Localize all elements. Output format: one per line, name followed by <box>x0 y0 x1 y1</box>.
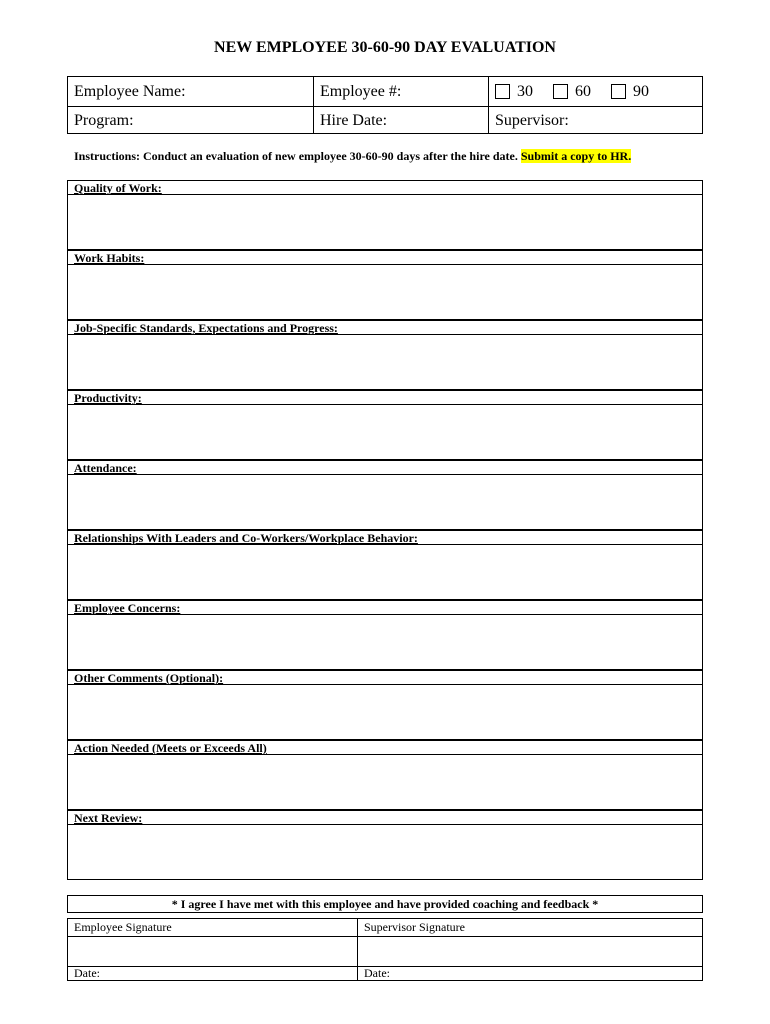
agreement-statement: * I agree I have met with this employee and have provided coaching and feedback * <box>67 895 703 913</box>
section-response-field[interactable] <box>67 475 703 530</box>
section-label: Next Review: <box>67 810 703 825</box>
signature-table <box>67 918 703 981</box>
section-response-field[interactable] <box>67 195 703 250</box>
section-response-field[interactable] <box>67 685 703 740</box>
employee-signature-field[interactable] <box>68 936 357 966</box>
section-label: Productivity: <box>67 390 703 405</box>
employee-number-field[interactable] <box>313 77 488 106</box>
section-response-field[interactable] <box>67 615 703 670</box>
supervisor-date-label: Date: <box>364 966 390 980</box>
section-response-field[interactable] <box>67 825 703 880</box>
hire-date-label: Hire Date: <box>320 111 388 129</box>
employee-name-label: Employee Name: <box>74 82 186 100</box>
supervisor-signature-label: Supervisor Signature <box>357 919 702 936</box>
section-label: Work Habits: <box>67 250 703 265</box>
header-table <box>67 76 703 134</box>
employee-name-field[interactable] <box>68 77 313 106</box>
checkbox-90-box[interactable] <box>611 84 626 99</box>
instructions-text: Instructions: Conduct an evaluation of new employee 30-60-90 days after the hire date. <box>74 149 521 163</box>
checkbox-30-box[interactable] <box>495 84 510 99</box>
page-title: NEW EMPLOYEE 30-60-90 DAY EVALUATION <box>214 39 556 56</box>
checkbox-90-label: 90 <box>633 82 649 100</box>
section-label: Attendance: <box>67 460 703 475</box>
section-label: Employee Concerns: <box>67 600 703 615</box>
section-label: Relationships With Leaders and Co-Workers/Workplace Behavior: <box>67 530 703 545</box>
checkbox-30[interactable] <box>495 83 533 101</box>
instructions <box>74 149 631 164</box>
section-response-field[interactable] <box>67 545 703 600</box>
program-field[interactable] <box>68 106 313 134</box>
instructions-highlight: Submit a copy to HR. <box>520 149 632 163</box>
section-response-field[interactable] <box>67 265 703 320</box>
checkbox-60[interactable] <box>553 83 591 101</box>
checkbox-30-label: 30 <box>517 82 533 100</box>
supervisor-signature-field[interactable] <box>357 936 702 966</box>
supervisor-date-field[interactable] <box>357 966 702 980</box>
employee-date-label: Date: <box>74 966 100 980</box>
section-response-field[interactable] <box>67 755 703 810</box>
hire-date-field[interactable] <box>313 106 488 134</box>
section-label: Action Needed (Meets or Exceeds All) <box>67 740 703 755</box>
employee-number-label: Employee #: <box>320 82 402 100</box>
program-label: Program: <box>74 111 134 129</box>
supervisor-field[interactable] <box>488 106 702 134</box>
supervisor-label: Supervisor: <box>495 111 569 129</box>
section-response-field[interactable] <box>67 405 703 460</box>
section-response-field[interactable] <box>67 335 703 390</box>
section-label: Quality of Work: <box>67 180 703 195</box>
employee-signature-label: Employee Signature <box>74 920 172 934</box>
section-label: Job-Specific Standards, Expectations and Progress: <box>67 320 703 335</box>
checkbox-60-label: 60 <box>575 82 591 100</box>
employee-date-field[interactable] <box>68 966 357 980</box>
period-checkbox-group <box>488 77 702 106</box>
section-label: Other Comments (Optional): <box>67 670 703 685</box>
checkbox-90[interactable] <box>611 83 649 101</box>
checkbox-60-box[interactable] <box>553 84 568 99</box>
